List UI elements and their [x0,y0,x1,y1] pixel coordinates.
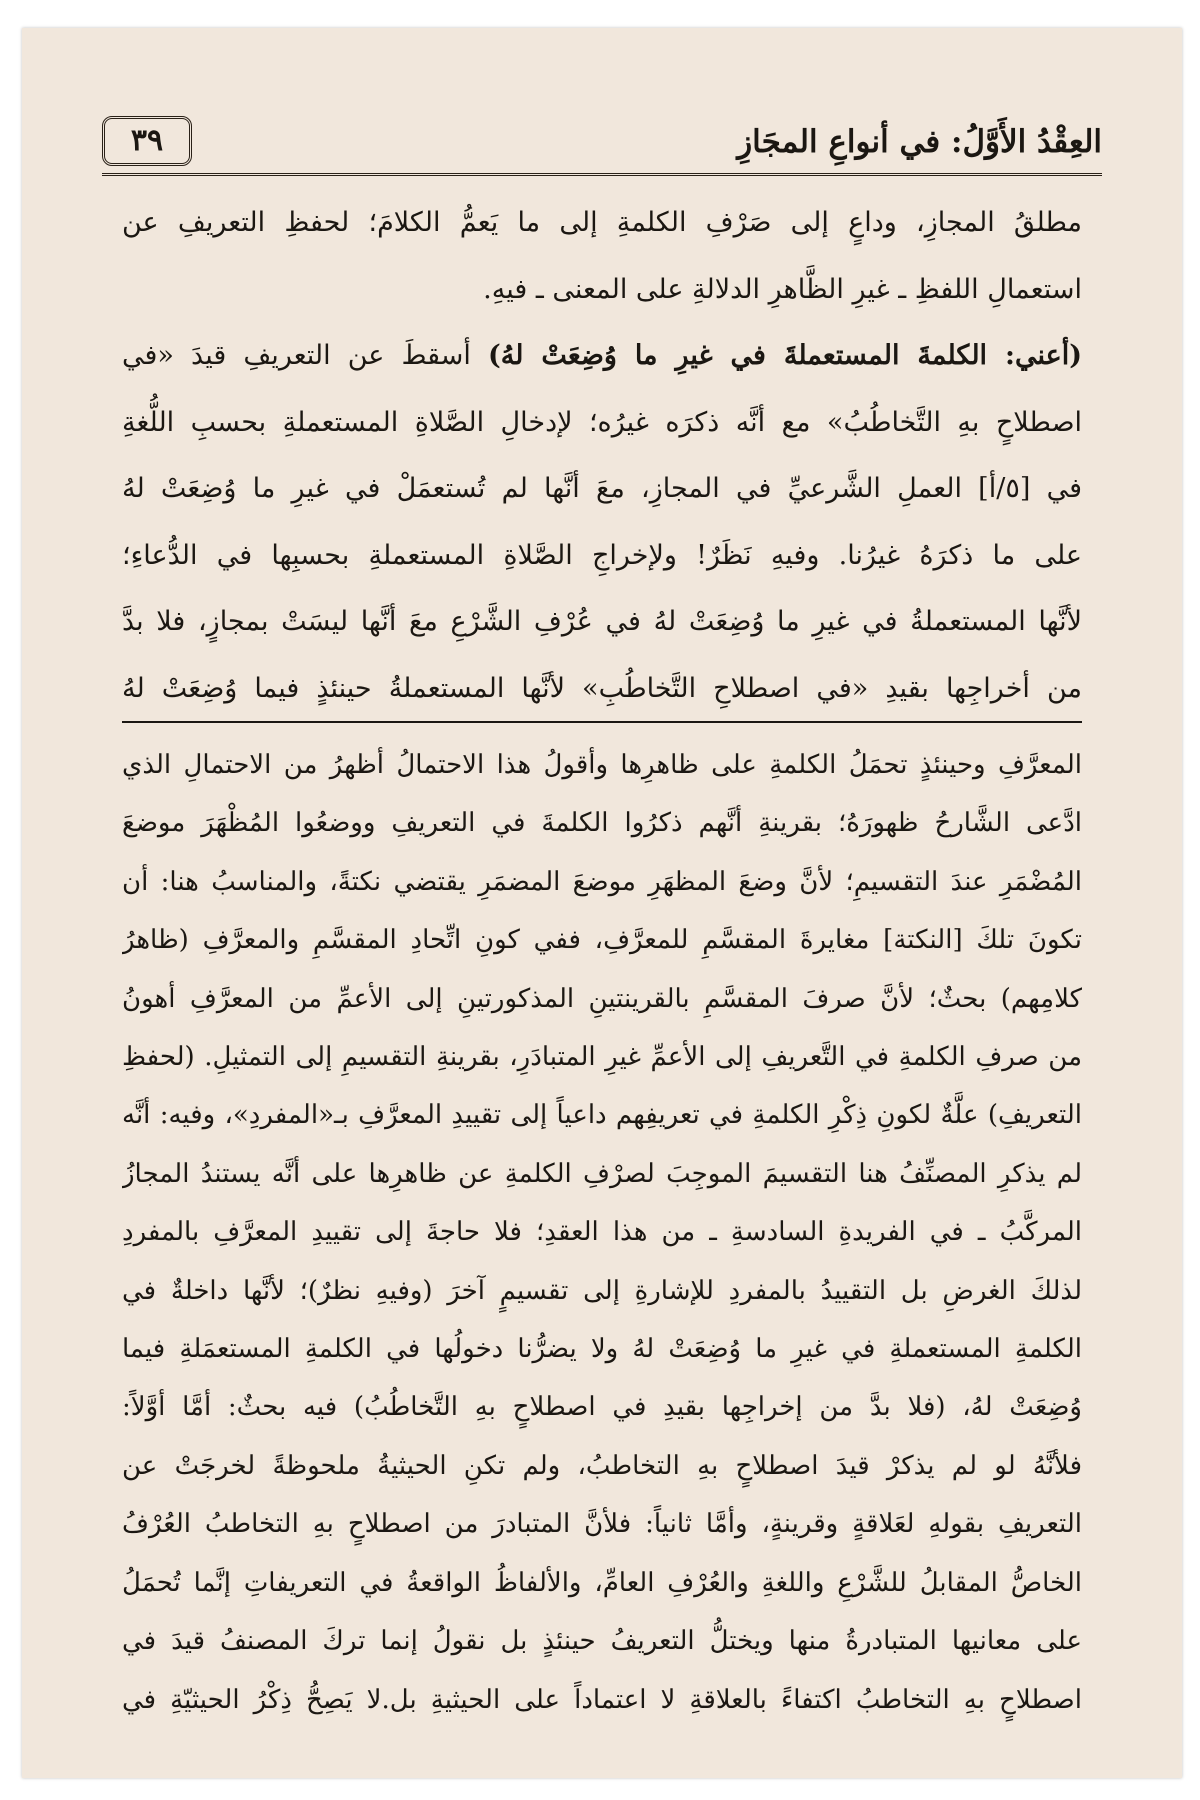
note-line: من صرفِ الكلمةِ في التَّعريفِ إلى الأعمِّ غيرِ المتبادَرِ، بقرينةِ التقسيمِ إلى التمثيلِ. (لحفظِ [122,1042,1082,1073]
note-line: ادَّعى الشَّارحُ ظهورَهُ؛ بقرينةِ أنَّهم ذكرُوا الكلمةَ في التعريفِ ووضعُوا المُظْهَرَ موضعَ [122,808,1082,839]
running-header [102,110,1102,182]
note-line: المركَّبُ ـ في الفريدةِ السادسةِ ـ من هذا العقدِ؛ فلا حاجةَ إلى تقييدِ المعرَّفِ بالمفردِ [122,1217,1082,1248]
note-line: كلامِهم) بحثٌ؛ لأنَّ صرفَ المقسَّمِ بالقرينتينِ المذكورتينِ إلى الأعمِّ من المعرَّفِ أهونُ [122,983,1082,1014]
main-line: من أخراجِها بقيدِ «في اصطلاحِ التَّخاطُبِ» لأنَّها المستعملةُ حينئذٍ فيما وُضِعَتْ لهُ [122,672,1082,704]
main-line: في [٥/أ] العملِ الشَّرعيِّ في المجازِ، معَ أنَّها لم تُستعمَلْ في غيرِ ما وُضِعَتْ لهُ [122,473,1082,504]
note-line: لذلكَ الغرضِ بل التقييدُ بالمفردِ للإشارةِ إلى تقسيمٍ آخرَ (وفيهِ نظرٌ)؛ لأنَّها داخلةٌ في [122,1275,1082,1306]
note-line: لم يذكرِ المصنِّفُ هنا التقسيمَ الموجِبَ لصرْفِ الكلمةِ عن ظاهرِها على أنَّه يستندُ المجازُ [122,1158,1082,1189]
note-line: تكونَ تلكَ [النكتة] مغايرةَ المقسَّمِ للمعرَّفِ، ففي كونِ اتِّحادِ المقسَّمِ والمعرَّفِ (ظاهرُ [122,925,1082,956]
note-line: الكلمةِ المستعملةِ في غيرِ ما وُضِعَتْ لهُ ولا يضرُّنا دخولُها في الكلمةِ المستعمَلةِ فيما [122,1334,1082,1365]
note-line: الخاصُّ المقابلُ للشَّرْعِ واللغةِ والعُرْفِ العامِّ، والألفاظُ الواقعةُ في التعريفاتِ إنَّما تُحمَلُ [122,1567,1082,1598]
commentary-text [122,736,1082,1729]
main-line: على ما ذكرَهُ غيرُنا. وفيهِ نَظَرٌ! ولإخراجِ الصَّلاةِ المستعملةِ بحسبِها في الدُّعاءِ؛ [122,539,1082,571]
note-line: فلأنَّهُ لو لم يذكرْ قيدَ اصطلاحٍ بهِ التخاطبُ، ولم تكنِ الحيثيةُ ملحوظةً لخرجَتْ عن [122,1450,1082,1481]
main-text [122,190,1082,722]
main-line: استعمالِ اللفظِ ـ غيرِ الظَّاهرِ الدلالةِ على المعنى ـ فيهِ. [483,273,1082,305]
note-line: المعرَّفِ وحينئذٍ تحمَلُ الكلمةِ على ظاهرِها وأقولُ هذا الاحتمالُ أظهرُ من الاحتمالِ الذي [122,750,1082,780]
main-line: (أعني: الكلمةَ المستعملةَ في غيرِ ما وُضِعَتْ لهُ) أسقطَ عن التعريفِ قيدَ «في [122,340,1082,371]
note-line: التعريفِ) علَّةٌ لكونِ ذِكْرِ الكلمةِ في تعريفِهم داعياً إلى تقييدِ المعرَّفِ بـ«المفردِ»، وفيه: أنَّه [122,1100,1082,1131]
main-line: لأنَّها المستعملةُ في غيرِ ما وُضِعَتْ لهُ في عُرْفِ الشَّرْعِ معَ أنَّها ليسَتْ بمجازٍ، فلا بدَّ [122,606,1082,637]
scanned-page [22,28,1182,1778]
main-line: مطلقُ المجازِ، وداعٍ إلى صَرْفِ الكلمةِ إلى ما يَعمُّ الكلامَ؛ لحفظِ التعريفِ عن [122,207,1082,238]
chapter-title: العِقْدُ الأَوَّلُ: في أنواعِ المجَازِ [737,124,1102,160]
bold-lemma: (أعني: الكلمةَ المستعملةَ في غيرِ ما وُضِعَتْ لهُ) [488,340,1082,371]
note-line: التعريفِ بقولهِ لعَلاقةٍ وقرينةٍ، وأمَّا ثانياً: فلأنَّ المتبادرَ من اصطلاحٍ بهِ التخاطبُ العُرْفُ [122,1509,1082,1540]
note-line: وُضِعَتْ لهُ، (فلا بدَّ من إخراجِها بقيدِ في اصطلاحٍ بهِ التَّخاطُبُ) فيه بحثٌ: أمَّا أوَّلاً: [122,1392,1082,1423]
main-line: اصطلاحٍ بهِ التَّخاطُبُ» مع أنَّه ذكرَه غيرُه؛ لإدخالِ الصَّلاةِ المستعملةِ بحسبِ اللُّغةِ [122,406,1082,438]
note-line: اصطلاحٍ بهِ التخاطبُ اكتفاءً بالعلاقةِ لا اعتماداً على الحيثيةِ بل.لا يَصِحُّ ذِكْرُ الحيثيّةِ في [122,1684,1082,1715]
header-rule [102,173,1102,176]
note-line: المُضْمَرِ عندَ التقسيمِ؛ لأنَّ وضعَ المظهَرِ موضعَ المضمَرِ يقتضي نكتةً، والمناسبُ هنا: أن [122,866,1082,897]
note-line: على معانيها المتبادرةُ منها ويختلُّ التعريفُ حينئذٍ بل نقولُ إنما تركَ المصنفُ قيدَ في [122,1626,1082,1657]
footnote-divider [122,721,1082,723]
page-number: ٣٩ [102,116,192,166]
